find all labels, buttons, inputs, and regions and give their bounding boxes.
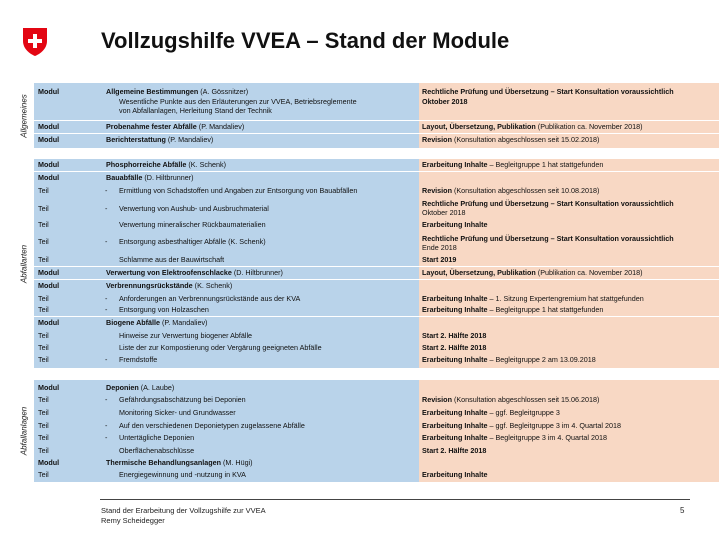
module-status xyxy=(422,161,717,170)
module-status xyxy=(422,136,717,145)
text-fragment: Layout, Übersetzung, Publikation xyxy=(422,122,536,131)
text-fragment: Erarbeitung Inhalte xyxy=(422,305,488,314)
module-status: Rechtliche Prüfung und Übersetzung – Start Konsultation voraussichtlich xyxy=(422,87,674,96)
module-status xyxy=(422,269,717,278)
bullet-dash: - xyxy=(105,305,108,314)
text-fragment: – Begleitgruppe 1 hat stattgefunden xyxy=(487,160,604,169)
text-fragment: – ggf. Begleitgruppe 3 im 4. Quartal 2018 xyxy=(487,421,621,430)
module-status xyxy=(422,434,717,443)
text-fragment: Layout, Übersetzung, Publikation xyxy=(422,268,536,277)
table-row xyxy=(34,305,719,317)
text-fragment: – Begleitgruppe 2 am 13.09.2018 xyxy=(487,355,596,364)
module-name: Anforderungen an Verbrennungsrückstände aus der KVA xyxy=(119,294,301,303)
text-fragment: (P. Mandaliev) xyxy=(196,122,245,131)
row-type: Modul xyxy=(38,87,60,96)
module-name: von Abfallanlagen, Herleitung Stand der Technik xyxy=(119,106,272,115)
text-fragment: Verbrennungsrückstände xyxy=(106,281,193,290)
text-fragment: (D. Hiltbrunner) xyxy=(231,268,283,277)
module-name: Verwertung von Aushub- und Ausbruchmaterial xyxy=(119,204,269,213)
row-type: Modul xyxy=(38,281,60,290)
text-fragment: Revision xyxy=(422,186,452,195)
module-status xyxy=(422,187,717,196)
table-row xyxy=(34,255,719,267)
module-status: Start 2019 xyxy=(422,255,457,264)
text-fragment: Entsorgung asbesthaltiger Abfälle xyxy=(119,237,227,246)
text-fragment: (K. Schenk) xyxy=(186,160,226,169)
bullet-dash: - xyxy=(105,421,108,430)
bullet-dash: - xyxy=(105,395,108,404)
text-fragment: (A. Laube) xyxy=(138,383,175,392)
module-name: Oberflächenabschlüsse xyxy=(119,446,195,455)
module-status xyxy=(422,396,717,405)
text-fragment: Biogene Abfälle xyxy=(106,318,161,327)
text-fragment: (Konsultation abgeschlossen seit 15.02.2018) xyxy=(451,135,600,144)
module-name: Gefährdungsabschätzung bei Deponien xyxy=(119,395,246,404)
module-name: Verwertung mineralischer Rückbaumaterialien xyxy=(119,220,266,229)
row-type: Teil xyxy=(38,408,49,417)
bullet-dash: - xyxy=(105,204,108,213)
text-fragment: Erarbeitung Inhalte xyxy=(422,408,488,417)
row-type: Teil xyxy=(38,204,49,213)
text-fragment: Oktober 2018 xyxy=(422,207,466,217)
module-name xyxy=(106,459,253,468)
module-status xyxy=(422,295,717,304)
row-type: Teil xyxy=(38,294,49,303)
page-number: 5 xyxy=(680,506,685,515)
text-fragment: – 1. Sitzung Expertengremium hat stattgefunden xyxy=(487,294,644,303)
text-fragment: (K. Schenk) xyxy=(226,237,266,246)
row-type: Teil xyxy=(38,255,49,264)
row-type: Teil xyxy=(38,395,49,404)
bullet-dash: - xyxy=(105,433,108,442)
text-fragment: Rechtliche Prüfung und Übersetzung – Start Konsultation voraussichtlich xyxy=(422,199,674,208)
row-type: Modul xyxy=(38,173,60,182)
module-name: Schlamme aus der Bauwirtschaft xyxy=(119,255,225,264)
module-status xyxy=(422,356,717,365)
text-fragment: Erarbeitung Inhalte xyxy=(422,355,488,364)
text-fragment: Deponien xyxy=(106,383,139,392)
text-fragment: (Konsultation abgeschlossen seit 15.06.2018) xyxy=(451,395,600,404)
table-row xyxy=(34,106,719,121)
text-fragment: Bauabfälle xyxy=(106,173,143,182)
section-label-text: Allgemeines xyxy=(19,93,28,138)
section-abfallarten xyxy=(14,159,719,368)
bullet-dash: - xyxy=(105,294,108,303)
module-status xyxy=(422,235,717,252)
text-fragment: Erarbeitung Inhalte xyxy=(422,433,488,442)
section-label-text: Abfallarten xyxy=(19,244,28,283)
row-type: Modul xyxy=(38,160,60,169)
text-fragment: Probenahme fester Abfälle xyxy=(106,122,197,131)
module-name: Wesentliche Punkte aus den Erläuterungen zur VVEA, Betriebsreglemente xyxy=(119,97,357,106)
table-row xyxy=(34,160,719,172)
table-row xyxy=(34,122,719,134)
section-label-text: Abfallanlagen xyxy=(19,406,28,456)
module-status: Start 2. Hälfte 2018 xyxy=(422,343,487,352)
module-name: Liste der zur Kompostierung oder Vergärung geeigneten Abfälle xyxy=(119,343,322,352)
text-fragment: (P. Mandaliev) xyxy=(165,135,214,144)
module-status: Erarbeitung Inhalte xyxy=(422,220,488,229)
section-label xyxy=(14,83,33,148)
page-title: Vollzugshilfe VVEA – Stand der Module xyxy=(101,28,510,53)
module-status: Start 2. Hälfte 2018 xyxy=(422,446,487,455)
text-fragment: (Publikation ca. November 2018) xyxy=(535,268,643,277)
row-type: Teil xyxy=(38,237,49,246)
row-type: Teil xyxy=(38,331,49,340)
row-type: Teil xyxy=(38,186,49,195)
text-fragment: Ende 2018 xyxy=(422,242,457,252)
row-type: Modul xyxy=(38,318,60,327)
footer-line-2: Remy Scheidegger xyxy=(101,516,165,525)
row-type: Teil xyxy=(38,421,49,430)
row-type: Teil xyxy=(38,470,49,479)
text-fragment: – Begleitgruppe 3 im 4. Quartal 2018 xyxy=(487,433,607,442)
module-status xyxy=(422,409,717,418)
row-type: Teil xyxy=(38,305,49,314)
text-fragment: Revision xyxy=(422,395,452,404)
row-type: Modul xyxy=(38,135,60,144)
text-fragment: Revision xyxy=(422,135,452,144)
text-fragment: Erarbeitung Inhalte xyxy=(422,421,488,430)
text-fragment: Allgemeine Bestimmungen xyxy=(106,87,199,96)
module-status xyxy=(422,123,717,132)
module-name xyxy=(106,282,232,291)
row-type: Modul xyxy=(38,458,60,467)
module-status: Erarbeitung Inhalte xyxy=(422,470,488,479)
module-name: Auf den verschiedenen Deponietypen zugelassene Abfälle xyxy=(119,421,305,430)
text-fragment: Thermische Behandlungsanlagen xyxy=(106,458,222,467)
module-name xyxy=(106,319,207,328)
row-type: Teil xyxy=(38,433,49,442)
module-status xyxy=(422,422,717,431)
text-fragment: – Begleitgruppe 1 hat stattgefunden xyxy=(487,305,604,314)
text-fragment: (M. Hügi) xyxy=(221,458,253,467)
module-name: Monitoring Sicker- und Grundwasser xyxy=(119,408,236,417)
module-name xyxy=(106,384,174,393)
section-label xyxy=(14,380,33,482)
footer-text xyxy=(101,506,266,526)
text-fragment: Erarbeitung Inhalte xyxy=(422,294,488,303)
section-label xyxy=(14,159,33,368)
row-type: Modul xyxy=(38,268,60,277)
swiss-coat-of-arms-icon xyxy=(22,27,48,57)
module-name: Ermittlung von Schadstoffen und Angaben zur Entsorgung von Bauabfällen xyxy=(119,186,358,195)
row-type: Teil xyxy=(38,343,49,352)
text-fragment: Berichterstattung xyxy=(106,135,166,144)
module-status xyxy=(422,306,717,315)
row-type: Modul xyxy=(38,383,60,392)
row-type: Teil xyxy=(38,446,49,455)
row-type: Teil xyxy=(38,220,49,229)
module-name xyxy=(106,174,193,183)
section-abfallanlagen xyxy=(14,380,719,482)
row-type: Teil xyxy=(38,355,49,364)
row-type: Modul xyxy=(38,122,60,131)
text-fragment: (A. Gössnitzer) xyxy=(198,87,249,96)
text-fragment: Verwertung von Elektroofenschlacke xyxy=(106,268,232,277)
footer-line-1: Stand der Erarbeitung der Vollzugshilfe zur VVEA xyxy=(101,506,266,515)
text-fragment: Phosphorreiche Abfälle xyxy=(106,160,187,169)
module-name: Fremdstoffe xyxy=(119,355,158,364)
module-status xyxy=(422,200,717,217)
module-name: Untertägliche Deponien xyxy=(119,433,195,442)
module-name xyxy=(106,161,226,170)
footer-divider xyxy=(100,499,690,500)
module-status: Oktober 2018 xyxy=(422,97,468,106)
module-name xyxy=(106,123,244,132)
text-fragment: (P. Mandaliev) xyxy=(160,318,208,327)
module-name: Hinweise zur Verwertung biogener Abfälle xyxy=(119,331,253,340)
module-name: Entsorgung von Holzaschen xyxy=(119,305,209,314)
text-fragment: (K. Schenk) xyxy=(192,281,233,290)
module-name xyxy=(106,88,248,97)
text-fragment: Rechtliche Prüfung und Übersetzung – Start Konsultation voraussichtlich xyxy=(422,234,674,243)
text-fragment: (Publikation ca. November 2018) xyxy=(535,122,643,131)
bullet-dash: - xyxy=(105,355,108,364)
text-fragment: (Konsultation abgeschlossen seit 10.08.2018) xyxy=(451,186,600,195)
module-name xyxy=(106,269,283,278)
bullet-dash: - xyxy=(105,237,108,246)
bullet-dash: - xyxy=(105,186,108,195)
module-name xyxy=(119,238,266,247)
text-fragment: – ggf. Begleitgruppe 3 xyxy=(487,408,560,417)
text-fragment: Erarbeitung Inhalte xyxy=(422,160,488,169)
module-name xyxy=(106,136,213,145)
section-allgemeines xyxy=(14,83,719,148)
module-name: Energiegewinnung und -nutzung in KVA xyxy=(119,470,246,479)
table-row xyxy=(34,268,719,280)
text-fragment: (D. Hiltbrunner) xyxy=(142,173,194,182)
module-status: Start 2. Hälfte 2018 xyxy=(422,331,487,340)
